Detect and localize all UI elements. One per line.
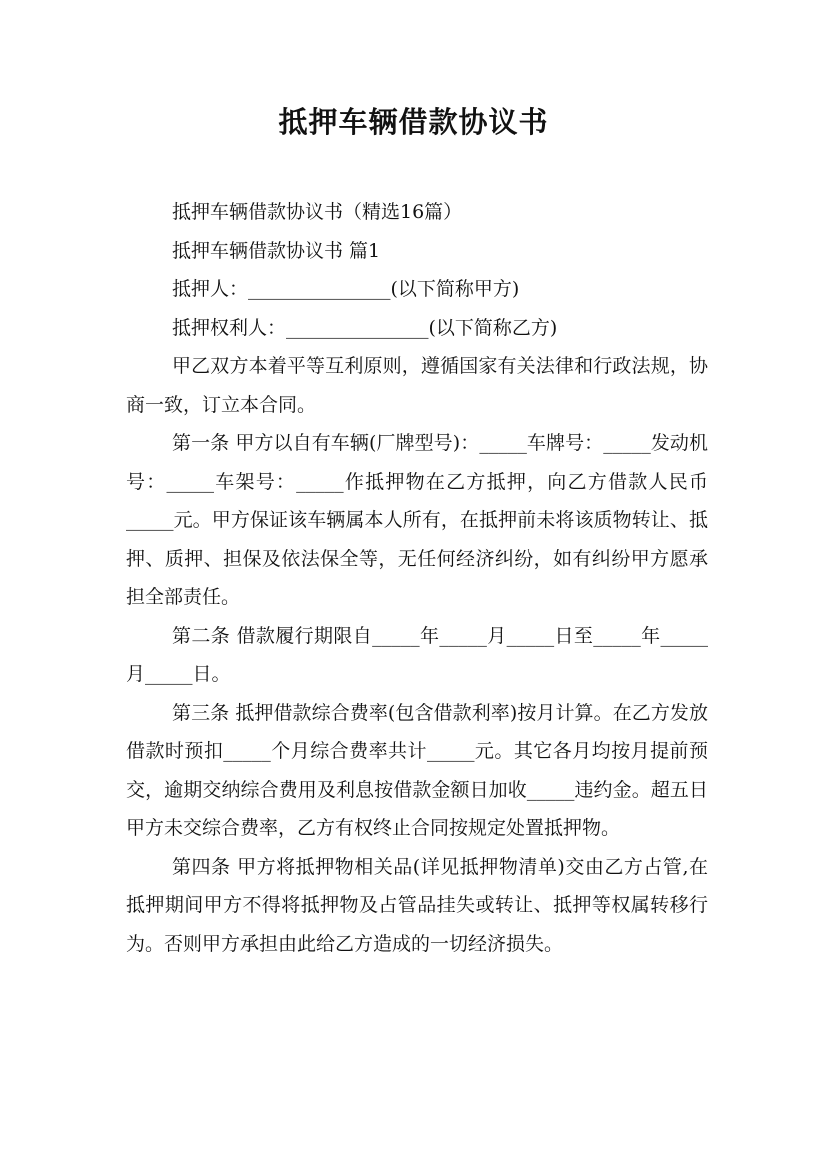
document-title: 抵押车辆借款协议书: [278, 105, 549, 139]
preamble-paragraph: 甲乙双方本着平等互利原则，遵循国家有关法律和行政法规，协商一致，订立本合同。: [126, 355, 708, 416]
document-body: [126, 193, 708, 963]
mortgagee-line: 抵押权利人：_______________(以下简称乙方): [172, 316, 558, 339]
article-1-paragraph: 第一条 甲方以自有车辆(厂牌型号)：_____车牌号：_____发动机号：_____车架号：_____作抵押物在乙方抵押，向乙方借款人民币_____元。甲方保证该车辆属本人所有，在抵押前未将该质物转让、抵押、质押、担保及依法保全等，无任何经济纠纷，如有纠纷甲方愿承担全部责任。: [126, 432, 708, 608]
article-3-paragraph: 第三条 抵押借款综合费率(包含借款利率)按月计算。在乙方发放借款时预扣_____个月综合费率共计_____元。其它各月均按月提前预交，逾期交纳综合费用及利息按借款金额日加收_____违约金。超五日甲方未交综合费率，乙方有权终止合同按规定处置抵押物。: [126, 701, 708, 839]
section-heading: 抵押车辆借款协议书 篇1: [172, 239, 381, 262]
article-4-paragraph: 第四条 甲方将抵押物相关品(详见抵押物清单)交由乙方占管,在抵押期间甲方不得将抵押物及占管品挂失或转让、抵押等权属转移行为。否则甲方承担由此给乙方造成的一切经济损失。: [126, 855, 708, 955]
mortgagor-line: 抵押人：_______________(以下简称甲方): [172, 278, 520, 300]
subtitle-line: 抵押车辆借款协议书（精选16篇）: [172, 201, 463, 223]
article-2-paragraph: 第二条 借款履行期限自_____年_____月_____日至_____年_____月_____日。: [126, 624, 708, 685]
